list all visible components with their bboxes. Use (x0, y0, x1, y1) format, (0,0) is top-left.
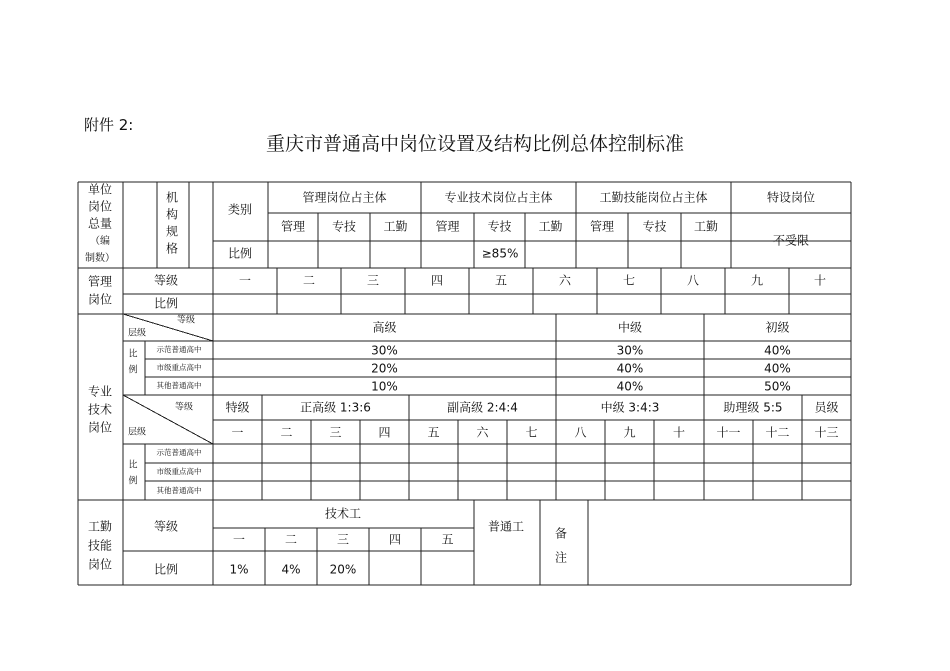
org-level-label: 机 (165, 190, 179, 205)
special-note: 不受限 (772, 233, 810, 248)
ratio-side-label: 例 (128, 365, 138, 376)
tech-label: 技术 (87, 402, 113, 417)
unit-label: 岗位 (87, 199, 113, 214)
tech-level: 四 (378, 425, 391, 440)
attachment-label: 附件 2: (84, 116, 134, 134)
ratio-value: ≥85% (481, 246, 519, 261)
tech-worker-header: 技术工 (324, 506, 362, 521)
table-text (85, 183, 839, 577)
ratio-side-label: 例 (128, 476, 138, 487)
general-worker-header: 普通工 (487, 519, 525, 534)
sub-header: 专技 (642, 219, 667, 234)
grade-value: 40% (616, 361, 644, 376)
worker-ratio: 1% (229, 562, 249, 577)
ratio-side-label: 比 (128, 349, 138, 360)
sub-header: 工勤 (383, 219, 408, 234)
worker-ratio: 20% (329, 562, 357, 577)
group-header: 管理岗位占主体 (302, 190, 387, 205)
group-header: 特设岗位 (766, 190, 816, 205)
sub-header: 管理 (435, 219, 460, 234)
grade-header: 初级 (765, 320, 790, 335)
tech-level: 七 (525, 425, 538, 440)
mgmt-level: 四 (430, 273, 444, 288)
grade-value: 20% (371, 361, 398, 376)
rank-header: 副高级 2:4:4 (447, 400, 518, 415)
school-type: 其他普通高中 (156, 486, 202, 495)
mgmt-label: 岗位 (87, 292, 113, 307)
group-header: 工勤技能岗位占主体 (599, 190, 708, 205)
mgmt-level: 六 (558, 273, 572, 288)
sub-header: 专技 (331, 219, 357, 234)
rank-header: 中级 3:4:3 (600, 400, 660, 415)
tech-level: 八 (574, 425, 587, 440)
sub-header: 管理 (589, 219, 615, 234)
tech-level: 十 (672, 425, 686, 440)
mgmt-level: 九 (750, 273, 764, 288)
grade-value: 10% (371, 379, 398, 394)
tech-level: 六 (476, 425, 489, 440)
worker-ratio: 4% (281, 562, 301, 577)
rank-header: 正高级 1:3:6 (300, 400, 371, 415)
tech-level: 三 (329, 425, 342, 440)
tech-level: 十一 (716, 425, 741, 440)
diag-level-label: 等级 (176, 315, 196, 326)
group-header: 专业技术岗位占主体 (444, 190, 553, 205)
grade-value: 40% (616, 379, 644, 394)
school-type: 其他普通高中 (156, 381, 202, 390)
sub-header: 工勤 (693, 219, 719, 234)
ratio-side-label: 比 (128, 460, 138, 471)
tech-label: 岗位 (87, 420, 113, 435)
mgmt-ratio-label: 比例 (153, 296, 179, 311)
remark-label: 备 (554, 526, 568, 541)
org-level-label: 格 (165, 241, 179, 256)
org-level-label: 规 (165, 224, 179, 239)
grade-value: 50% (764, 379, 791, 394)
document-title: 重庆市普通高中岗位设置及结构比例总体控制标准 (265, 133, 684, 155)
unit-label: 总量 (87, 216, 113, 231)
unit-label-note: （编 (90, 236, 110, 247)
school-type: 示范普通高中 (156, 448, 202, 457)
school-type: 市级重点高中 (156, 363, 202, 372)
worker-ratio-label: 比例 (153, 562, 179, 577)
mgmt-level: 三 (366, 273, 380, 288)
grade-header: 中级 (617, 320, 643, 335)
rank-header: 员级 (814, 400, 839, 415)
grade-header: 高级 (372, 320, 397, 335)
diag-tier-label: 层级 (127, 427, 147, 438)
sub-header: 专技 (487, 219, 512, 234)
category-label: 类别 (227, 202, 253, 217)
worker-level: 一 (232, 532, 246, 547)
tech-label: 专业 (87, 384, 113, 399)
tech-level: 十三 (814, 425, 839, 440)
mgmt-label: 管理 (87, 274, 113, 289)
tech-level: 九 (623, 425, 636, 440)
worker-label: 岗位 (87, 557, 113, 572)
mgmt-level: 一 (238, 273, 252, 288)
worker-level: 三 (336, 532, 350, 547)
sub-header: 工勤 (538, 219, 563, 234)
tech-level: 十二 (765, 425, 790, 440)
diag-level-label: 等级 (174, 402, 194, 413)
worker-label: 工勤 (87, 519, 113, 534)
tech-level: 一 (231, 425, 244, 440)
grade-value: 40% (764, 343, 791, 358)
worker-level: 二 (284, 532, 298, 547)
remark-label: 注 (554, 550, 568, 565)
rank-header: 助理级 5:5 (723, 400, 783, 415)
mgmt-level: 十 (813, 273, 827, 288)
worker-level: 四 (388, 532, 402, 547)
tech-level: 二 (280, 425, 293, 440)
diag-tier-label: 层级 (127, 328, 147, 339)
mgmt-level: 七 (622, 273, 636, 288)
school-type: 示范普通高中 (156, 345, 202, 354)
rank-header: 特级 (225, 400, 250, 415)
grade-value: 40% (764, 361, 791, 376)
worker-level-label: 等级 (153, 519, 179, 534)
worker-label: 技能 (87, 538, 113, 553)
worker-level: 五 (441, 532, 454, 547)
unit-label-note: 制数） (85, 253, 115, 264)
mgmt-level: 二 (302, 273, 316, 288)
school-type: 市级重点高中 (156, 467, 202, 476)
tech-level: 五 (427, 425, 440, 440)
grade-value: 30% (371, 343, 398, 358)
org-level-label: 构 (165, 207, 179, 222)
mgmt-level: 五 (494, 273, 508, 288)
unit-label: 单位 (87, 182, 113, 197)
sub-header: 管理 (280, 219, 306, 234)
mgmt-level: 八 (686, 273, 700, 288)
mgmt-level-label: 等级 (153, 273, 179, 288)
ratio-label: 比例 (227, 246, 253, 261)
grade-value: 30% (616, 343, 644, 358)
